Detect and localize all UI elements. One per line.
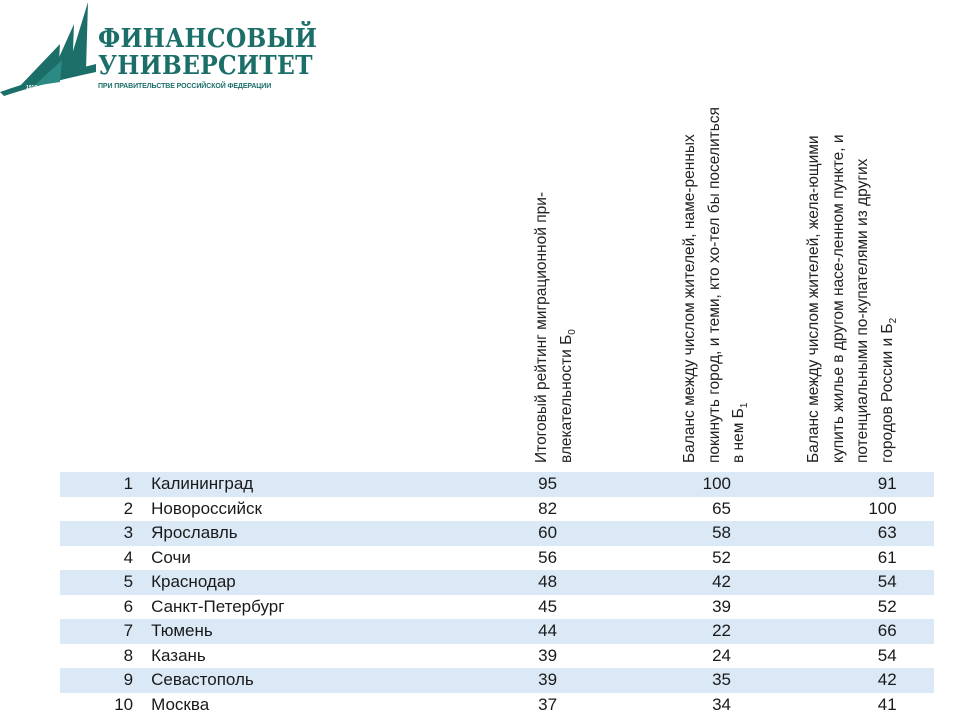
logo-subtitle: ПРИ ПРАВИТЕЛЬСТВЕ РОССИЙСКОЙ ФЕДЕРАЦИИ <box>98 83 272 90</box>
row-spacer <box>897 619 934 644</box>
b0-cell: 37 <box>495 693 557 718</box>
b1-cell: 24 <box>557 644 731 669</box>
b2-cell: 52 <box>731 595 897 620</box>
b0-cell: 44 <box>495 619 557 644</box>
city-cell: Тюмень <box>151 619 495 644</box>
b0-cell: 39 <box>495 644 557 669</box>
row-spacer <box>897 693 934 718</box>
b1-cell: 39 <box>557 595 731 620</box>
row-spacer <box>897 546 934 571</box>
city-cell: Калининград <box>151 472 495 497</box>
b2-cell: 54 <box>731 644 897 669</box>
logo-year: 1919 <box>26 85 38 91</box>
table-row <box>60 619 934 644</box>
column-header-b0-text: Итоговый рейтинг миграционной при-влекательности Б <box>533 191 575 463</box>
row-spacer <box>897 668 934 693</box>
column-header-b2-sub: 2 <box>887 317 899 324</box>
rank-cell: 8 <box>60 644 151 669</box>
b2-cell: 42 <box>731 668 897 693</box>
column-header-b1-text: Баланс между числом жителей, наме-ренных покинуть город, и теми, кто хо-тел бы поселиться в нем Б <box>681 107 747 463</box>
b0-cell: 48 <box>495 570 557 595</box>
logo-name <box>98 26 317 80</box>
city-cell: Сочи <box>151 546 495 571</box>
table-row <box>60 668 934 693</box>
table-row <box>60 497 934 522</box>
rank-cell: 5 <box>60 570 151 595</box>
city-cell: Казань <box>151 644 495 669</box>
b1-cell: 58 <box>557 521 731 546</box>
logo-name-line1: ФИНАНСОВЫЙ <box>98 24 318 54</box>
rank-cell: 4 <box>60 546 151 571</box>
row-spacer <box>897 521 934 546</box>
row-spacer <box>897 570 934 595</box>
rank-cell: 6 <box>60 595 151 620</box>
column-header-b0 <box>530 103 585 463</box>
city-cell: Краснодар <box>151 570 495 595</box>
rank-cell: 7 <box>60 619 151 644</box>
b0-cell: 60 <box>495 521 557 546</box>
city-cell: Санкт-Петербург <box>151 595 495 620</box>
city-cell: Севастополь <box>151 668 495 693</box>
city-cell: Москва <box>151 693 495 718</box>
table-row <box>60 570 934 595</box>
logo-sail-icon <box>0 0 96 96</box>
row-spacer <box>897 472 934 497</box>
b1-cell: 35 <box>557 668 731 693</box>
table-row <box>60 693 934 718</box>
column-header-b0-sub: 0 <box>566 329 578 335</box>
b2-cell: 61 <box>731 546 897 571</box>
row-spacer <box>897 595 934 620</box>
b0-cell: 39 <box>495 668 557 693</box>
b2-cell: 100 <box>731 497 897 522</box>
b2-cell: 66 <box>731 619 897 644</box>
table-row <box>60 595 934 620</box>
b0-cell: 45 <box>495 595 557 620</box>
column-header-b1-sub: 1 <box>739 402 751 409</box>
b0-cell: 56 <box>495 546 557 571</box>
table-row <box>60 546 934 571</box>
city-cell: Ярославль <box>151 521 495 546</box>
rank-cell: 9 <box>60 668 151 693</box>
b1-cell: 52 <box>557 546 731 571</box>
b1-cell: 65 <box>557 497 731 522</box>
rank-cell: 2 <box>60 497 151 522</box>
b0-cell: 95 <box>495 472 557 497</box>
b2-cell: 41 <box>731 693 897 718</box>
table-row <box>60 472 934 497</box>
b0-cell: 82 <box>495 497 557 522</box>
b2-cell: 63 <box>731 521 897 546</box>
ranking-table-body <box>60 472 934 717</box>
city-cell: Новороссийск <box>151 497 495 522</box>
b2-cell: 91 <box>731 472 897 497</box>
b2-cell: 54 <box>731 570 897 595</box>
logo-name-line2: УНИВЕРСИТЕТ <box>98 51 313 81</box>
ranking-table <box>60 472 934 717</box>
table-row <box>60 644 934 669</box>
column-header-b2 <box>802 103 906 463</box>
b1-cell: 42 <box>557 570 731 595</box>
b1-cell: 34 <box>557 693 731 718</box>
table-row <box>60 521 934 546</box>
column-header-b2-text: Баланс между числом жителей, жела-ющими купить жилье в другом насе-ленном пункте, и потенциальными по-купателями из других городов России и Б <box>805 134 896 463</box>
column-header-b1 <box>678 103 758 463</box>
b1-cell: 100 <box>557 472 731 497</box>
row-spacer <box>897 644 934 669</box>
rank-cell: 3 <box>60 521 151 546</box>
rank-cell: 10 <box>60 693 151 718</box>
b1-cell: 22 <box>557 619 731 644</box>
university-logo <box>0 0 318 96</box>
rank-cell: 1 <box>60 472 151 497</box>
row-spacer <box>897 497 934 522</box>
